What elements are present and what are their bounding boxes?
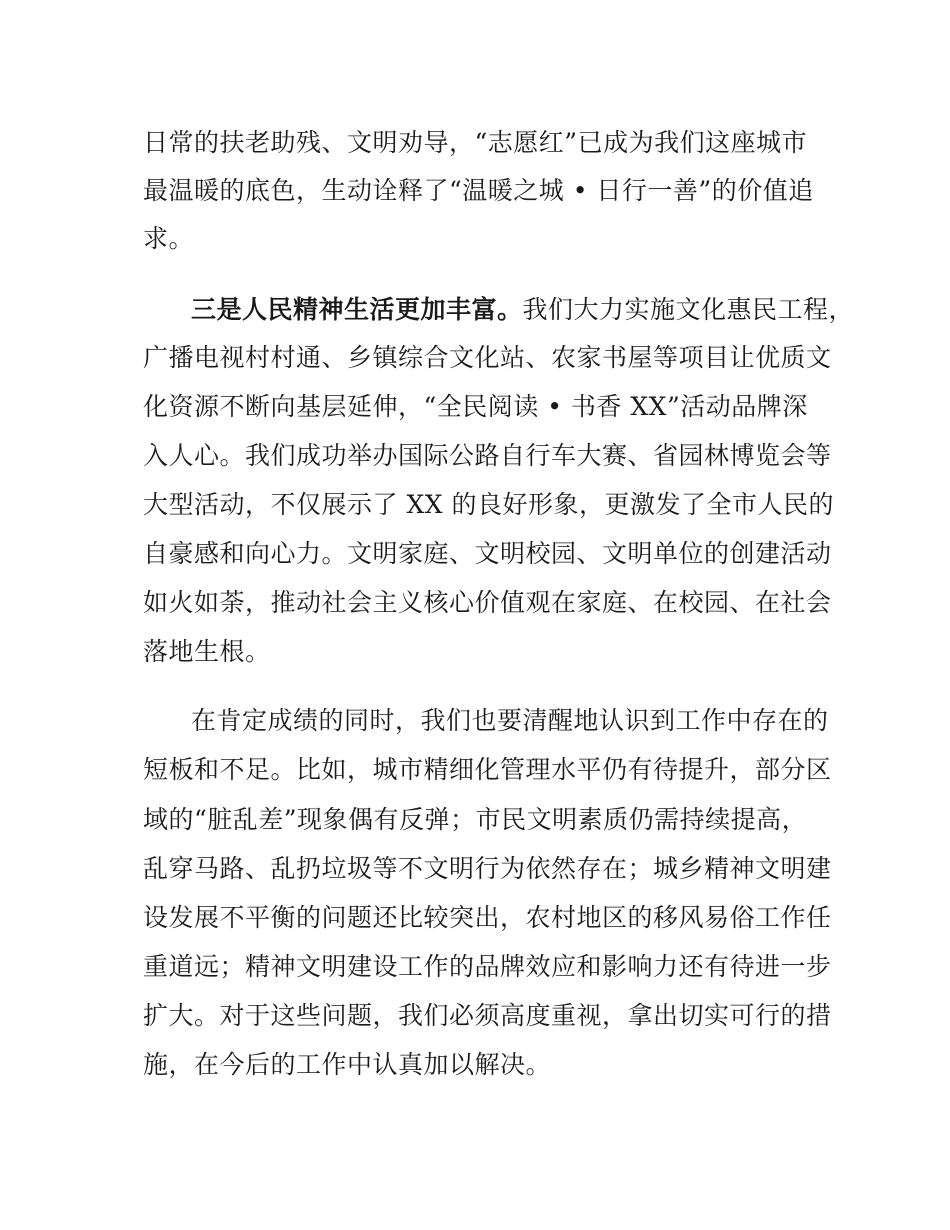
paragraph-2-line-2: 广播电视村村通、乡镇综合文化站、农家书屋等项目让优质文 bbox=[143, 343, 832, 372]
paragraph-2-line-1 bbox=[191, 295, 854, 325]
paragraph-1-line-1: 日常的扶老助残、文明劝导，“志愿红”已成为我们这座城市 bbox=[143, 128, 808, 157]
paragraph-3-line-1: 在肯定成绩的同时，我们也要清醒地认识到工作中存在的 bbox=[191, 706, 829, 735]
paragraph-3-line-8: 施，在今后的工作中认真加以解决。 bbox=[143, 1050, 552, 1079]
paragraph-2-line-7: 如火如荼，推动社会主义核心价值观在家庭、在校园、在社会 bbox=[143, 588, 832, 617]
paragraph-2-line-3: 化资源不断向基层延伸，“全民阅读 • 书香 XX”活动品牌深 bbox=[143, 392, 808, 421]
paragraph-2-line-4: 入人心。我们成功举办国际公路自行车大赛、省园林博览会等 bbox=[143, 441, 832, 470]
paragraph-3-line-3: 域的“脏乱差”现象偶有反弹；市民文明素质仍需持续提高， bbox=[143, 805, 808, 834]
paragraph-3-line-7: 扩大。对于这些问题，我们必须高度重视，拿出切实可行的措 bbox=[143, 1001, 832, 1030]
paragraph-3-line-2: 短板和不足。比如，城市精细化管理水平仍有待提升，部分区 bbox=[143, 755, 832, 784]
paragraph-1-line-3: 求。 bbox=[143, 224, 195, 253]
paragraph-2-heading: 三是人民精神生活更加丰富。 bbox=[191, 295, 523, 324]
paragraph-3-line-4: 乱穿马路、乱扔垃圾等不文明行为依然存在；城乡精神文明建 bbox=[143, 854, 832, 883]
paragraph-2-line-1-rest: 我们大力实施文化惠民工程， bbox=[522, 295, 855, 324]
paragraph-2-line-5: 大型活动，不仅展示了 XX 的良好形象，更激发了全市人民的 bbox=[143, 490, 834, 519]
paragraph-2-line-8: 落地生根。 bbox=[143, 637, 271, 666]
paragraph-3-line-5: 设发展不平衡的问题还比较突出，农村地区的移风易俗工作任 bbox=[143, 903, 832, 932]
paragraph-3-line-6: 重道远；精神文明建设工作的品牌效应和影响力还有待进一步 bbox=[143, 952, 832, 981]
paragraph-2-line-6: 自豪感和向心力。文明家庭、文明校园、文明单位的创建活动 bbox=[143, 539, 832, 568]
paragraph-1-line-2: 最温暖的底色，生动诠释了“温暖之城 • 日行一善”的价值追 bbox=[143, 176, 814, 205]
